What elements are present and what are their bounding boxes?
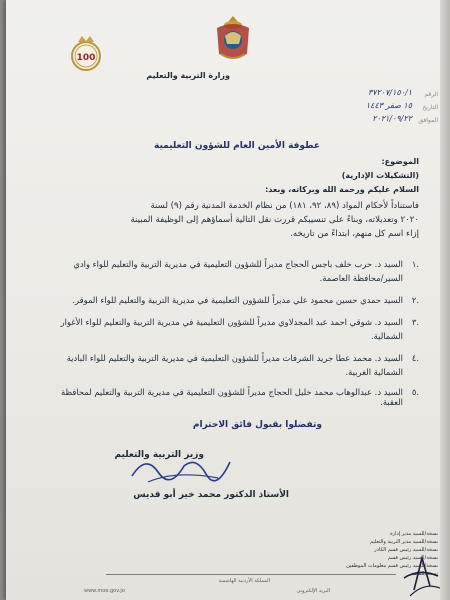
list-item-continuation <box>59 364 419 380</box>
greeting: السلام عليكم ورحمة الله وبركاته، وبعد: <box>265 185 419 194</box>
list-item-continuation <box>59 394 419 410</box>
date-label: التاريخ <box>422 104 438 111</box>
ref-number-label: الرقم <box>424 91 438 98</box>
subject-label: الموضوع: <box>381 157 419 166</box>
gregorian-date-value: ٢٠٢١/٠٩/٢٢ <box>372 114 412 123</box>
list-item-number: .٤ <box>411 353 419 363</box>
intro-line-3: إزاء اسم كل منهم، ابتداءً من تاريخه. <box>290 229 419 239</box>
ministry-name: وزارة التربية والتعليم <box>146 71 230 80</box>
appointments-list <box>29 256 419 406</box>
cc-item: نسخة/للسيد رئيس قسم معلومات الموظفين <box>346 563 438 569</box>
footer-address: المملكة الأردنية الهاشمية <box>218 578 270 584</box>
intro-line-2: ٢٠٢٠ وتعديلاته، وبناءً على تنسيبكم قررت نقل التالية أسماؤهم إلى الوظيفة المبينة <box>130 215 419 225</box>
intro-paragraph <box>39 199 419 241</box>
list-item-continuation <box>59 328 419 344</box>
list-item-text-cont: العقبة. <box>380 397 403 407</box>
list-item-number: .٥ <box>411 387 419 397</box>
list-item-text-cont: السير/محافظة العاصمة. <box>319 273 403 283</box>
cc-item: نسخة/للملف <box>411 571 438 577</box>
list-item-text: السيد د. محمد عطا جريد الشرفات مديراً للشؤون التعليمية في مديرية التربية والتعليم للواء البادية <box>66 353 403 363</box>
list-item-number: .٣ <box>411 317 419 327</box>
signatory-name: الأستاذ الدكتور محمد خير أبو قديس <box>133 490 289 500</box>
ref-number-value: ٣٧٢٠٧/١٥٠/١ <box>367 88 412 97</box>
list-item <box>59 292 419 308</box>
list-item-text: السيد د. عبدالوهاب محمد خليل الحجاج مديراً للشؤون التعليمية في مديرية التربية والتعليم لمحافظة <box>60 387 403 397</box>
page-edge-shadow <box>440 0 450 600</box>
centenary-100-text: 100 <box>76 53 96 63</box>
jordan-coat-of-arms-icon <box>211 14 255 62</box>
addressee: عطوفة الأمين العام للشؤون التعليمية <box>154 141 320 151</box>
list-item-text-cont: الشمالية. <box>371 331 403 341</box>
list-item-text: السيد حمدي حسين محمود علي مديراً للشؤون التعليمية في مديرية التربية والتعليم للواء الموقر. <box>72 295 403 305</box>
cc-item: نسخة/للسيد مدير التربية والتعليم <box>370 539 438 545</box>
handwritten-annotation-icon <box>344 538 444 598</box>
footer-contact: البريد الإلكتروني <box>296 588 330 594</box>
list-item-number: .١ <box>411 259 419 269</box>
list-item-text-cont: الشمالية الغربية. <box>345 367 403 377</box>
signatory-title: وزير التربية والتعليم <box>114 450 204 460</box>
handwritten-signature-icon <box>126 448 236 490</box>
footer-website: www.moe.gov.jo <box>84 588 125 594</box>
closing-line: وتفضلوا بقبول فائق الاحترام <box>192 420 322 430</box>
list-item-continuation <box>59 270 419 286</box>
list-item-text: السيد د. حرب خلف باجس الحجاج مديراً للشؤون التعليمية في مديرية التربية والتعليم للواء وادي <box>73 259 403 269</box>
cc-item: نسخة/للسيد رئيس قسم <box>387 555 438 561</box>
footer-divider <box>106 574 396 575</box>
cc-item: نسخة/للسيد مدير إدارة <box>390 531 438 537</box>
letter-page <box>6 0 450 600</box>
cc-item: نسخة/للسيد رئيس قسم الكادر <box>374 547 438 553</box>
list-item-number: .٢ <box>411 295 419 305</box>
list-item-text: السيد د. شوقي احمد عبد المجدلاوي مديراً للشؤون التعليمية في مديرية التربية والتعليم للواء الأغوار <box>60 317 403 327</box>
centenary-100-logo-icon <box>68 34 104 74</box>
date-label-2: الموافق <box>418 117 438 124</box>
subject-value: (التشكيلات الإدارية) <box>341 171 419 180</box>
intro-line-1: فاستناداً لأحكام المواد (٨٩، ٩٢، ١٨١) من نظام الخدمة المدنية رقم (٩) لسنة <box>150 201 419 211</box>
hijri-date-value: ١٥ صفر ١٤٤٣ <box>365 101 412 110</box>
